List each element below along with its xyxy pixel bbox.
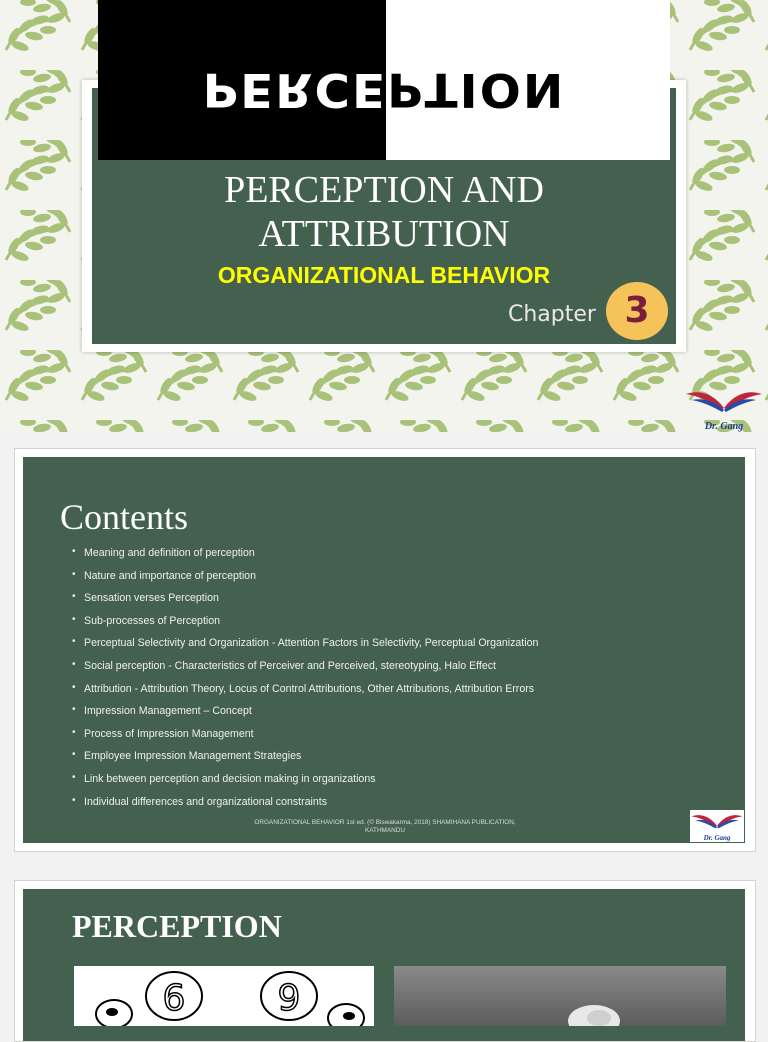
- grayscale-photo: [394, 966, 726, 1026]
- logo-text: Dr. Gang: [704, 421, 744, 432]
- title-slide: [0, 0, 768, 432]
- list-item: • Meaning and definition of perception: [72, 544, 538, 567]
- list-item: • Individual differences and organizational constraints: [72, 793, 538, 816]
- slide-subtitle: ORGANIZATIONAL BEHAVIOR: [217, 262, 551, 288]
- perception-banner-image: [98, 0, 670, 160]
- dr-gang-logo: [684, 386, 764, 432]
- chapter-label: Chapter: [508, 302, 596, 327]
- chapter-number-badge: 3: [606, 282, 668, 340]
- list-item: • Sub-processes of Perception: [72, 612, 538, 635]
- list-item: • Employee Impression Management Strategies: [72, 747, 538, 770]
- bird-wings-icon: [684, 386, 764, 416]
- title-line-1: PERCEPTION AND: [224, 169, 544, 211]
- banner-word: PERCEPTION: [202, 63, 566, 117]
- list-item: • Perceptual Selectivity and Organization - Attention Factors in Selectivity, Perceptual Organization: [72, 634, 538, 657]
- slide-footer: [230, 819, 540, 835]
- slide-title: [98, 168, 670, 256]
- digit-six: 6: [162, 978, 186, 1019]
- six-or-nine-illustration: [74, 966, 374, 1026]
- list-item: • Nature and importance of perception: [72, 567, 538, 590]
- list-item: • Social perception - Characteristics of Perceiver and Perceived, stereotyping, Halo Effect: [72, 657, 538, 680]
- logo-text: Dr. Gang: [703, 834, 731, 842]
- perception-heading: PERCEPTION: [72, 908, 282, 944]
- list-item: • Impression Management – Concept: [72, 702, 538, 725]
- digit-nine: 9: [277, 978, 301, 1019]
- list-item: • Link between perception and decision making in organizations: [72, 770, 538, 793]
- title-line-2: ATTRIBUTION: [258, 213, 510, 255]
- footer-line-1: ORGANIZATIONAL BEHAVIOR 1st ed. (© Biswakarma, 2018) SHAMIHANA PUBLICATION,: [254, 819, 516, 826]
- photo-placeholder-icon: [394, 966, 726, 1026]
- dr-gang-logo-small: [690, 810, 744, 842]
- bird-wings-icon: [690, 810, 744, 832]
- list-item: • Process of Impression Management: [72, 725, 538, 748]
- footer-line-2: KATHMANDU: [364, 827, 405, 834]
- six-nine-cartoon-icon: [74, 966, 374, 1026]
- list-item: • Sensation verses Perception: [72, 589, 538, 612]
- list-item: • Attribution - Attribution Theory, Locus of Control Attributions, Other Attributions, Attribution Errors: [72, 680, 538, 703]
- contents-list: [72, 544, 538, 815]
- contents-heading: Contents: [60, 497, 189, 537]
